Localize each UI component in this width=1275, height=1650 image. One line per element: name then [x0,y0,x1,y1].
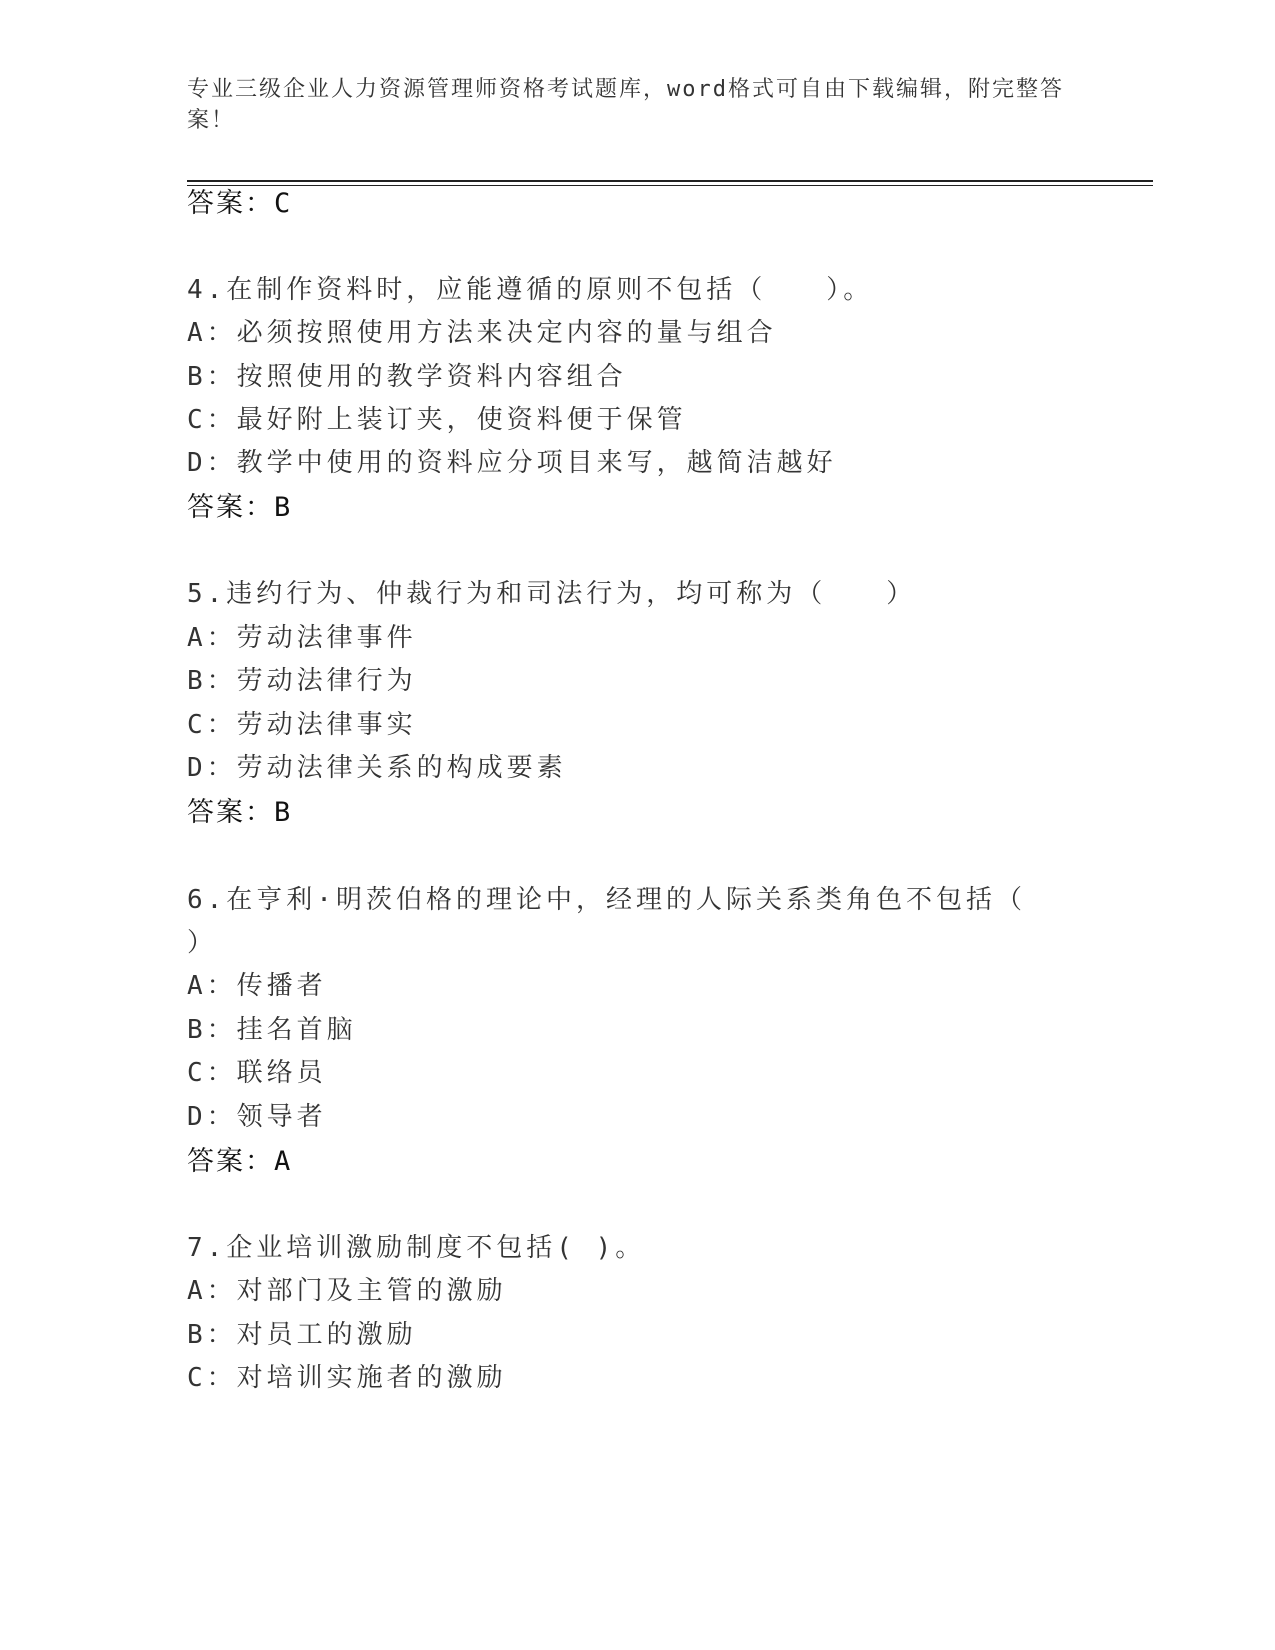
option-line: A：传播者 [187,971,327,1001]
document-header: 专业三级企业人力资源管理师资格考试题库，word格式可自由下载编辑，附完整答案！ [187,77,1064,133]
header-rule-thick [187,180,1153,182]
option-line: D：教学中使用的资料应分项目来写，越简洁越好 [187,448,837,478]
option-line: B：按照使用的教学资料内容组合 [187,362,627,392]
option-line: C：对培训实施者的激励 [187,1363,507,1393]
question-line: 4.在制作资料时，应能遵循的原则不包括（ ）。 [187,275,874,305]
option-line: B：挂名首脑 [187,1015,357,1045]
option-line: D：劳动法律关系的构成要素 [187,753,567,783]
answer-line: 答案：A [187,1146,293,1177]
option-line: B：对员工的激励 [187,1320,417,1350]
option-line: B：劳动法律行为 [187,666,417,696]
option-line: C：劳动法律事实 [187,710,417,740]
option-line: A：劳动法律事件 [187,623,417,653]
question-line: 7.企业培训激励制度不包括( )。 [187,1233,646,1263]
question-line: 6.在亨利·明茨伯格的理论中，经理的人际关系类角色不包括（ [187,885,1026,915]
answer-line: 答案：B [187,797,293,828]
question-line: 5.违约行为、仲裁行为和司法行为，均可称为（ ） [187,579,917,609]
option-line: D：领导者 [187,1102,327,1132]
option-line: A：对部门及主管的激励 [187,1276,507,1306]
option-line: C：联络员 [187,1058,327,1088]
option-line: C：最好附上装订夹，使资料便于保管 [187,405,687,435]
header-rule-thin [187,185,1153,186]
answer-line: 答案：C [187,188,293,219]
question-line-continued: ） [187,928,218,958]
answer-line: 答案：B [187,492,293,523]
option-line: A：必须按照使用方法来决定内容的量与组合 [187,318,777,348]
